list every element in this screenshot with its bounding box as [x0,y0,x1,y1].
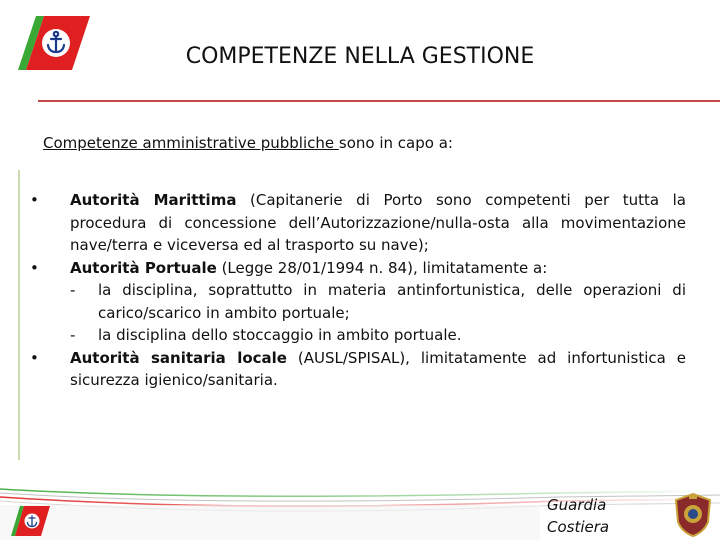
bullet: • [30,191,39,209]
list-item [30,189,686,257]
left-accent-line [18,170,20,460]
footer-line-2: Costiera [547,518,610,536]
authority-name: Autorità Marittima [70,191,237,209]
footer-decoration [0,487,720,540]
sub-item [30,324,686,347]
authority-description: (AUSL/SPISAL), limitatamente ad infortunistica e sicurezza igienico/sanitaria. [70,348,687,389]
intro-text [43,134,453,152]
page-title: COMPETENZE NELLA GESTIONE [185,44,535,69]
title-divider [38,100,720,102]
list-item [30,347,686,392]
competence-list [30,189,686,392]
authority-description: (Legge 28/01/1994 n. 84), limitatamente a: [216,258,548,277]
sub-item [30,279,686,324]
dash: - [70,326,76,344]
dash: - [70,281,76,299]
bullet: • [30,258,39,277]
list-item [30,257,686,280]
authority-name: Autorità sanitaria locale [70,348,287,367]
authority-description: (Capitanerie di Porto sono competenti per tutta la procedura di concessione dell’Autorizzazione/nulla-osta alla movimentazione nave/terra e viceversa ed al trasporto su nave); [70,191,686,254]
footer-brand [547,494,609,538]
authority-name: Autorità Portuale [70,258,217,277]
coast-guard-crest-icon [672,492,714,538]
footer-line-1: Guardia [547,496,607,514]
sub-item-text: la disciplina, soprattutto in materia antinfortunistica, delle operazioni di carico/scarico in ambito portuale; [98,281,686,322]
intro-rest: sono in capo a: [338,134,453,152]
bullet: • [30,348,39,367]
coast-guard-logo-icon [10,505,50,537]
intro-underlined: Competenze amministrative pubbliche [43,134,339,152]
sub-item-text: la disciplina dello stoccaggio in ambito portuale. [98,326,462,344]
